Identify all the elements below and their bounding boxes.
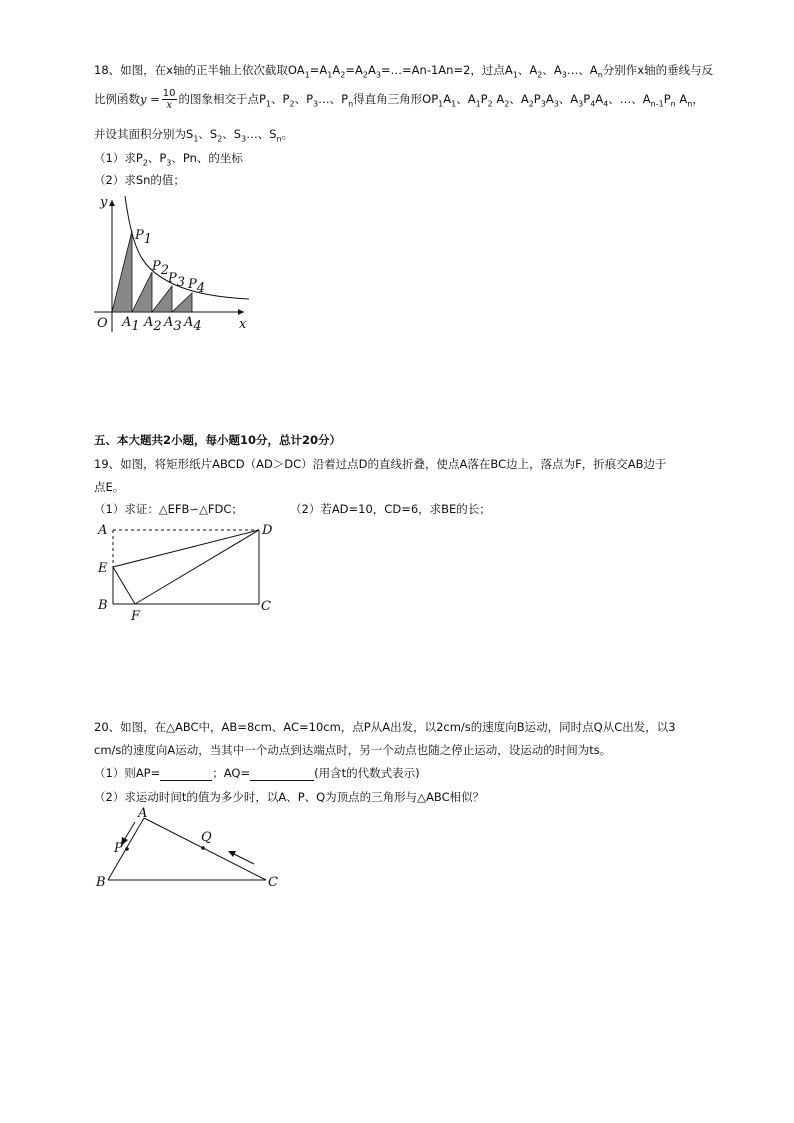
label-D: D <box>262 523 273 538</box>
triangle-1 <box>112 231 132 312</box>
x-axis-arrow <box>238 309 244 315</box>
q20-line-2: cm/s的速度向A运动，当其中一个动点到达端点时，另一个动点也随之停止运动，设运动的时间为ts。 <box>94 743 612 757</box>
crease-ED <box>113 530 259 567</box>
q18-subquestion-2: （2）求Sn的值； <box>94 173 185 187</box>
y-axis-arrow <box>109 200 115 206</box>
section-5-heading: 五、本大题共2小题，每小题10分，总计20分） <box>94 433 342 447</box>
label-C: C <box>268 875 278 890</box>
label-Q: Q <box>201 830 212 845</box>
q20-line-1: 20、如图，在△ABC中，AB=8cm、AC=10cm，点P从A出发，以2cm/s的速度向B运动，同时点Q从C出发，以3 <box>94 720 676 734</box>
label-E: E <box>98 561 108 576</box>
label-y: y <box>100 195 108 210</box>
triangle-3 <box>152 286 172 312</box>
label-F: F <box>131 609 141 624</box>
label-A3: A3 <box>164 315 182 334</box>
label-A: A <box>98 523 108 538</box>
q20-subquestion-2: （2）求运动时间t的值为多少时，以A、P、Q为顶点的三角形与△ABC相似？ <box>94 790 485 804</box>
label-P4: P4 <box>188 277 206 296</box>
q18-line-1: 18、如图，在x轴的正半轴上依次截取$OA_1=A_1A_2=A_2A_3=\dots=An-1An=2$，过点$A_1$、$A_2$、$A_3\dots$、$A_n$分别作x轴的垂线与反 <box>94 63 714 80</box>
label-P: P <box>114 841 123 856</box>
q20-subquestion-1: （1）则AP= ；AQ= (用含t的代数式表示) <box>94 766 420 780</box>
label-B: B <box>96 875 106 890</box>
segment-FD <box>135 530 259 604</box>
arrow-Q-line <box>232 853 254 864</box>
q20-figure <box>92 804 292 894</box>
label-P1: P1 <box>135 228 153 247</box>
label-O: O <box>97 316 108 331</box>
q18-line-2: 比例函数y = $\frac{10}{x}$ 的图象相交于点$P_1$、$P_2$、$P_3\dots$、$P_n$得直角三角形$OP_1A_1$、$A_1P_2$ $A_2$、$A_2P_3A_3$、$A_3P_4A_4$、…、$A_{n-1}P_n$ $A_n$， <box>94 88 704 111</box>
triangle-4 <box>172 293 192 312</box>
answer-blank-AP[interactable] <box>160 766 212 781</box>
segment-EF <box>113 567 135 604</box>
label-A1: A1 <box>122 315 140 334</box>
label-A2: A2 <box>144 315 162 334</box>
label-P2: P2 <box>152 259 170 278</box>
fraction-10-over-x: $\frac{10}{x}$ <box>162 88 176 111</box>
label-C: C <box>261 599 271 614</box>
label-A4: A4 <box>184 315 202 334</box>
side-AC <box>144 818 266 880</box>
q19-subquestion-2: （2）若AD=10，CD=6，求BE的长； <box>290 502 491 516</box>
q19-line-2: 点E。 <box>94 480 125 494</box>
q18-line-3: 并设其面积分别为$S_1$、$S_2$、$S_3\dots$、$S_n$。 <box>94 127 294 144</box>
q18-figure <box>94 192 264 337</box>
point-P <box>125 847 129 851</box>
label-x: x <box>239 317 247 332</box>
hyperbola-curve <box>125 196 249 299</box>
q19-figure <box>94 518 284 624</box>
label-P3: P3 <box>168 271 186 290</box>
point-Q <box>201 846 205 850</box>
label-A: A <box>138 806 148 821</box>
q19-line-1: 19、如图，将矩形纸片ABCD（AD＞DC）沿着过点D的直线折叠，使点A落在BC边上，落点为F，折痕交AB边于 <box>94 457 667 471</box>
answer-blank-AQ[interactable] <box>250 766 314 781</box>
triangle-2 <box>132 272 152 312</box>
label-B: B <box>98 598 108 613</box>
q18-subquestion-1: （1）求$P_2$、$P_3$、Pn、的坐标 <box>94 151 243 168</box>
q19-subquestion-1: （1）求证：△EFB∽△FDC； <box>94 502 243 516</box>
